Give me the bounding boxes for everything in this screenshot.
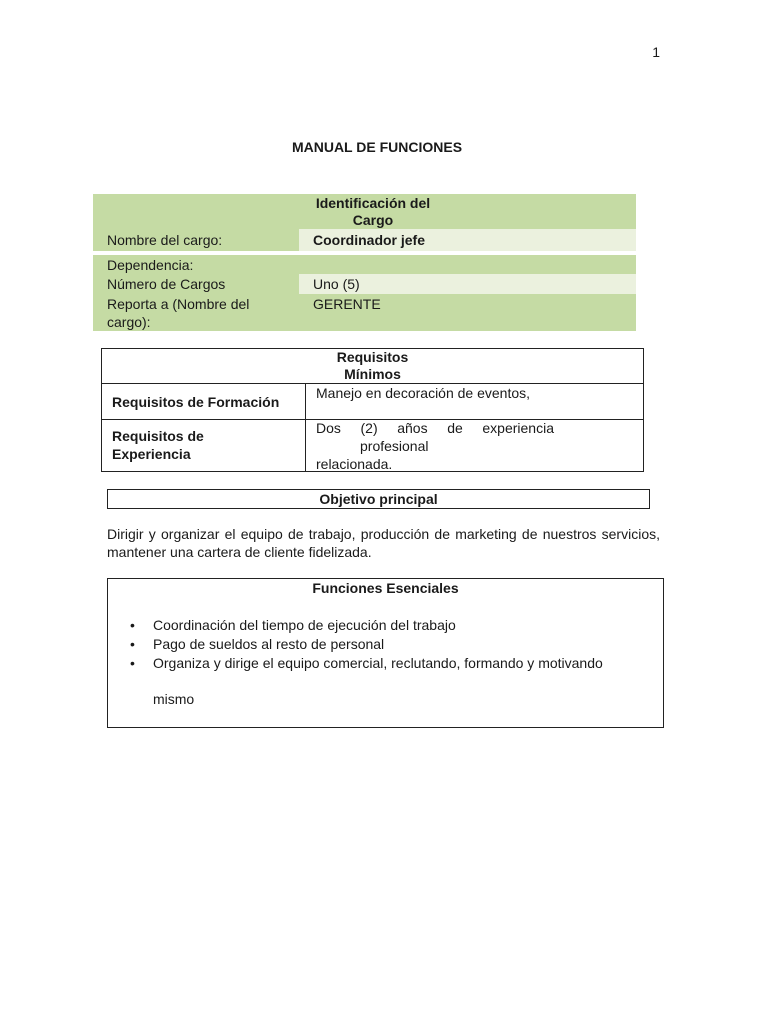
requirements-table [101,348,644,472]
list-item [108,635,663,654]
identification-header-text [93,195,653,229]
label-nombre-cargo: Nombre del cargo: [107,232,223,248]
document-title: MANUAL DE FUNCIONES [291,139,463,155]
value-formacion: Manejo en decoración de eventos, [316,385,531,401]
functions-box [107,578,664,728]
list-item [108,616,663,635]
value-reporta-a: GERENTE [313,296,381,312]
value-experiencia-line2: profesional [360,438,429,454]
label-reporta-a [107,295,249,331]
objective-text: Dirigir y organizar el equipo de trabajo, producción de marketing de nuestros servicios, mantener una cartera de cliente fidelizada. [107,526,660,560]
functions-list [108,616,663,673]
label-reporta-a-line1: Reporta a (Nombre del [107,296,250,312]
requirements-header-text [102,349,643,383]
label-formacion: Requisitos de Formación [112,394,280,410]
label-experiencia-line2: Experiencia [112,446,191,462]
function-text: Pago de sueldos al resto de personal [153,636,385,652]
row-numero-cargos [93,274,636,294]
value-numero-cargos: Uno (5) [299,274,636,294]
label-numero-cargos: Número de Cargos [107,276,226,292]
identification-header-line2: Cargo [352,212,394,228]
row-reporta-a [93,294,636,331]
requirements-header [102,349,643,384]
value-experiencia-line3: relacionada. [316,456,393,472]
label-experiencia-line1: Requisitos de [112,428,204,444]
row-nombre-cargo [93,229,636,251]
value-experiencia [316,419,554,473]
functions-title: Funciones Esenciales [312,580,459,596]
label-reporta-a-line2: cargo): [107,314,151,330]
requirements-header-line2: Mínimos [344,366,401,382]
value-experiencia-line1: Dos (2) años de experiencia [316,420,554,436]
bullet-icon: • [130,617,135,633]
objective-title: Objetivo principal [319,491,438,507]
function-continuation: mismo [153,691,195,707]
row-experiencia [102,420,643,471]
bullet-icon: • [130,636,135,652]
page-number: 1 [652,44,660,60]
function-text: Organiza y dirige el equipo comercial, reclutando, formando y motivando [153,655,603,671]
list-item [108,654,663,673]
identification-header [93,194,636,229]
bullet-icon: • [130,655,135,671]
requirements-header-line1: Requisitos [336,349,409,365]
function-text: Coordinación del tiempo de ejecución del trabajo [153,617,456,633]
label-experiencia [112,427,204,463]
row-formacion [102,384,643,420]
label-dependencia: Dependencia: [107,257,194,273]
identification-header-line1: Identificación del [315,195,431,211]
objective-box [107,489,650,509]
value-nombre-cargo: Coordinador jefe [299,229,636,251]
row-dependencia [93,255,636,274]
